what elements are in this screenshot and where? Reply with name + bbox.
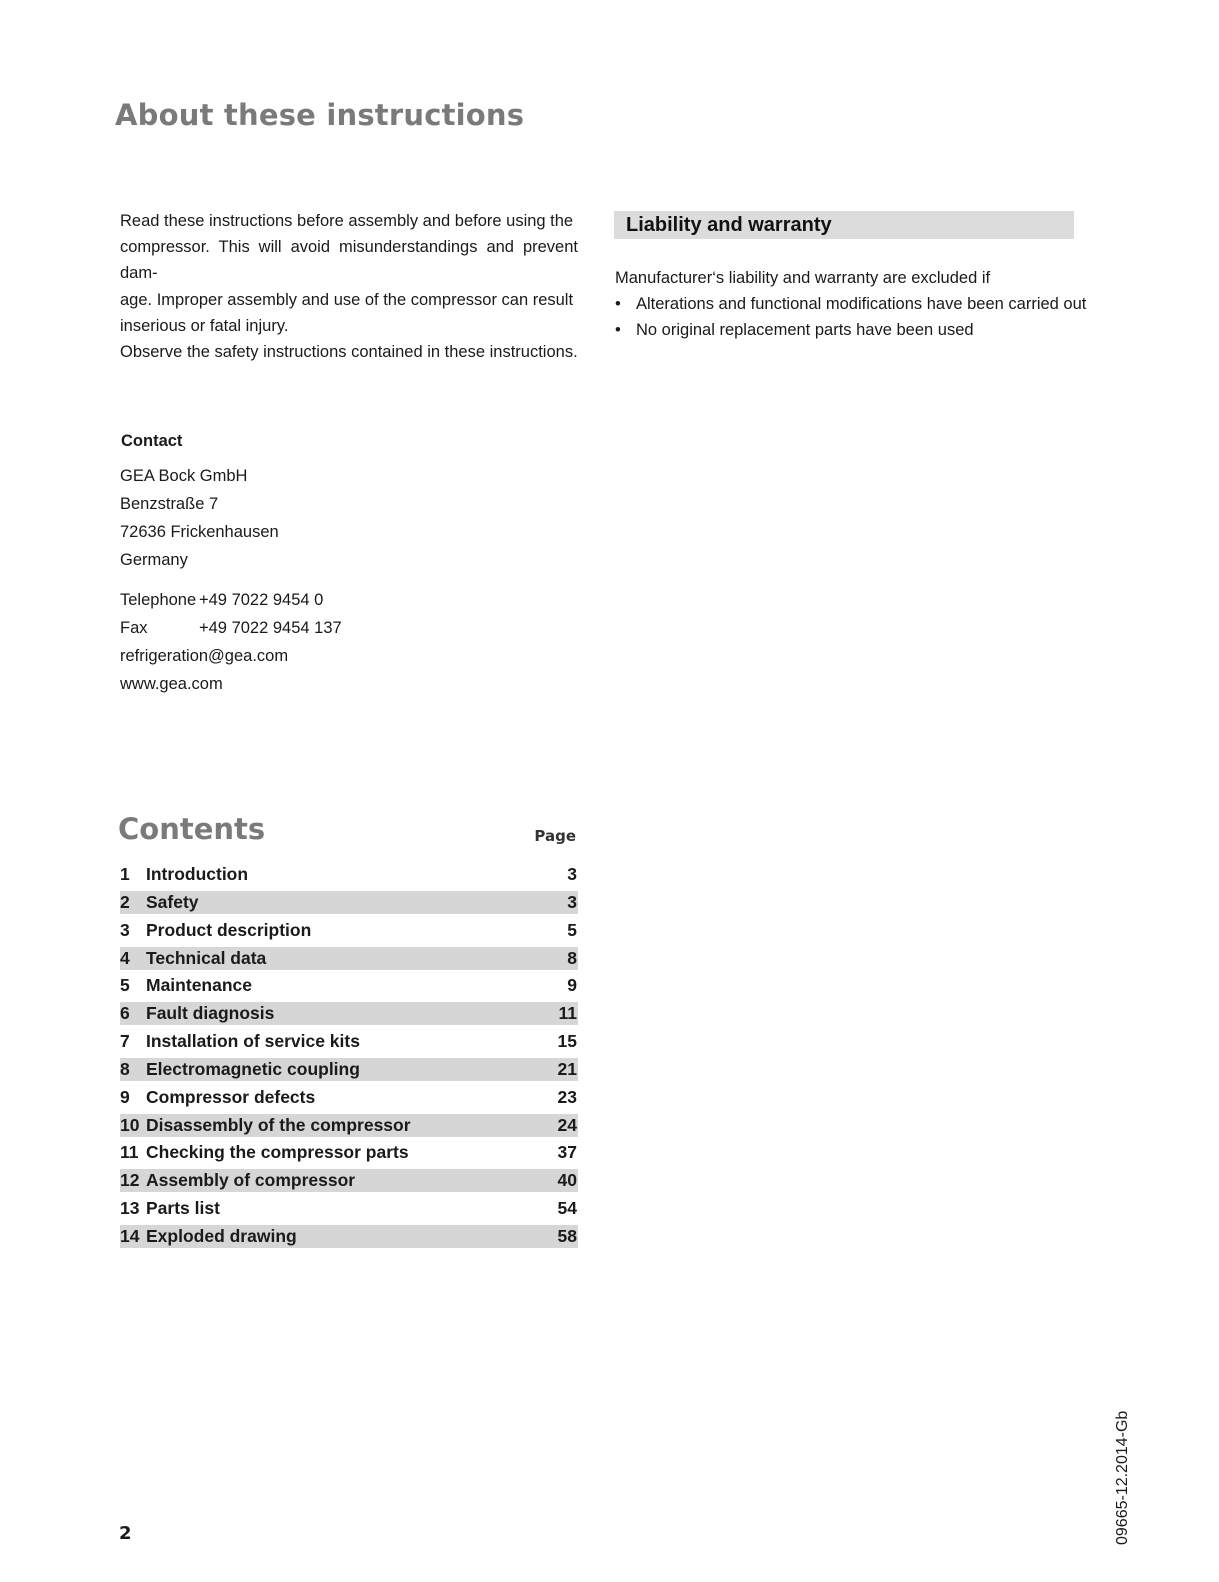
toc-row [120, 1225, 578, 1248]
toc-row [120, 1114, 578, 1137]
contact-fax [120, 614, 342, 642]
toc-page: 11 [558, 1003, 577, 1024]
toc-title: Product description [146, 919, 312, 940]
toc-row [120, 1030, 578, 1053]
contact-title: Contact [121, 432, 183, 450]
fax-value: +49 7022 9454 137 [199, 619, 342, 637]
toc-title: Safety [146, 891, 199, 912]
toc-number: 8 [120, 1058, 130, 1079]
toc-page: 9 [567, 975, 577, 996]
toc-page: 3 [567, 891, 577, 912]
intro-line: inserious or fatal injury. [120, 316, 289, 335]
list-item-text: No original replacement parts have been used [636, 321, 974, 339]
toc-page: 5 [567, 919, 577, 940]
toc-number: 1 [120, 864, 130, 884]
contact-website: www.gea.com [120, 675, 223, 693]
intro-paragraph [120, 208, 578, 365]
toc-number: 3 [120, 919, 130, 940]
toc-page: 58 [557, 1225, 577, 1246]
bullet-icon: • [615, 295, 621, 313]
toc-number: 13 [120, 1198, 140, 1219]
intro-line: compressor. This will avoid misunderstandings and prevent dam- [120, 238, 578, 283]
toc-row [120, 1086, 578, 1109]
intro-line: age. Improper assembly and use of the compressor can result [120, 290, 574, 309]
toc-number: 2 [120, 891, 130, 912]
toc-number: 10 [120, 1114, 140, 1135]
list-item [615, 317, 1085, 343]
toc-title: Electromagnetic coupling [146, 1058, 360, 1079]
toc-title: Parts list [146, 1198, 220, 1219]
contact-street: Benzstraße 7 [120, 495, 219, 513]
contact-city: 72636 Frickenhausen [120, 523, 279, 541]
toc-row [120, 1197, 578, 1220]
liability-heading: Liability and warranty [614, 211, 1074, 239]
toc-number: 4 [120, 947, 130, 968]
list-item-text: Alterations and functional modifications have been carried out [636, 295, 1087, 313]
toc-page: 40 [557, 1170, 577, 1191]
toc-row [120, 1058, 578, 1081]
bullet-icon: • [615, 321, 621, 339]
toc-number: 14 [120, 1225, 140, 1246]
toc-row [120, 863, 578, 886]
telephone-label: Telephone [120, 591, 197, 609]
toc-page: 8 [567, 947, 577, 968]
toc-number: 7 [120, 1031, 130, 1052]
telephone-value: +49 7022 9454 0 [199, 591, 324, 609]
intro-line: Observe the safety instructions contained in these instructions. [120, 343, 578, 362]
toc-row [120, 919, 578, 942]
toc-page: 54 [557, 1198, 577, 1219]
page-title: About these instructions [115, 98, 525, 132]
toc-number: 9 [120, 1086, 130, 1107]
liability-section [615, 265, 1085, 343]
toc-row [120, 1002, 578, 1025]
toc-title: Exploded drawing [146, 1225, 297, 1246]
toc-row [120, 947, 578, 970]
toc-number: 6 [120, 1003, 130, 1024]
contact-block [120, 430, 342, 698]
toc-number: 5 [120, 975, 130, 996]
toc-page: 3 [567, 864, 577, 884]
toc-title: Compressor defects [146, 1086, 316, 1107]
toc-row [120, 891, 578, 914]
toc-title: Installation of service kits [146, 1031, 360, 1052]
contents-title: Contents [118, 812, 266, 846]
toc-title: Fault diagnosis [146, 1003, 275, 1024]
toc-page: 24 [557, 1114, 577, 1135]
toc-title: Introduction [146, 864, 249, 884]
liability-intro: Manufacturer‘s liability and warranty are excluded if [615, 269, 991, 287]
contents-page-header: Page [534, 827, 576, 845]
toc-page: 23 [557, 1086, 577, 1107]
contact-email: refrigeration@gea.com [120, 647, 289, 665]
toc-page: 37 [557, 1142, 577, 1163]
toc-row [120, 974, 578, 997]
toc-title: Disassembly of the compressor [146, 1114, 411, 1135]
contact-country: Germany [120, 551, 188, 569]
toc-number: 12 [120, 1170, 140, 1191]
contact-company: GEA Bock GmbH [120, 467, 248, 485]
page-number: 2 [119, 1523, 132, 1544]
toc-title: Maintenance [146, 975, 252, 996]
intro-line: Read these instructions before assembly and before using the [120, 212, 574, 230]
toc-title: Assembly of compressor [146, 1170, 356, 1191]
toc-title: Technical data [146, 947, 267, 968]
table-of-contents [120, 863, 578, 1253]
toc-title: Checking the compressor parts [146, 1142, 409, 1163]
contact-telephone [120, 586, 342, 614]
list-item [615, 291, 1085, 317]
fax-label: Fax [120, 619, 148, 637]
toc-page: 15 [557, 1031, 577, 1052]
document-code: 09665-12.2014-Gb [1114, 1410, 1131, 1545]
toc-row [120, 1169, 578, 1192]
toc-page: 21 [557, 1058, 577, 1079]
liability-list [615, 291, 1085, 343]
toc-number: 11 [120, 1142, 139, 1163]
toc-row [120, 1141, 578, 1164]
